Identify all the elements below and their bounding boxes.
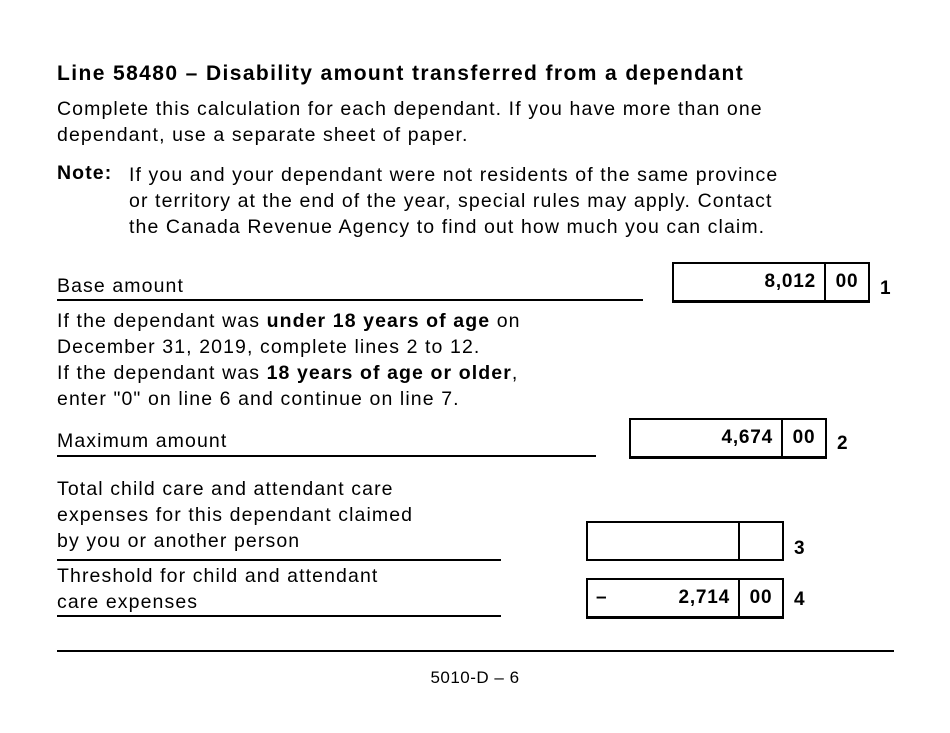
line-2-label: Maximum amount [57, 430, 228, 452]
line-1-amount-field[interactable] [672, 262, 870, 303]
note-line-2: or territory at the end of the year, special rules may apply. Contact [129, 190, 773, 212]
line-4-rule [57, 615, 501, 617]
line-4-label-2: care expenses [57, 591, 199, 613]
line-2-rule [57, 455, 596, 457]
instruction-c-pre: If the dependant was [57, 362, 267, 384]
intro-text [57, 96, 763, 148]
line-1-cents: 00 [824, 264, 868, 300]
line-1-rule [57, 299, 643, 301]
line-2-cents: 00 [781, 420, 825, 456]
section-title: Line 58480 – Disability amount transferred from a dependant [57, 62, 745, 85]
intro-line-1: Complete this calculation for each dependant. If you have more than one [57, 98, 763, 120]
line-4-label-1: Threshold for child and attendant [57, 565, 379, 587]
line-3-dollars [588, 523, 738, 559]
instruction-c-post: , [511, 362, 519, 384]
note-label: Note: [57, 162, 113, 184]
line-3-rule [57, 559, 501, 561]
line-3-cents [738, 523, 782, 559]
line-4-cents: 00 [738, 580, 782, 616]
line-2-dollars: 4,674 [721, 427, 773, 448]
line-3-label-1: Total child care and attendant care [57, 478, 394, 500]
line-3-amount-field[interactable] [586, 521, 784, 561]
line-1-dollars: 8,012 [764, 271, 816, 292]
minus-sign: – [596, 587, 607, 608]
instruction-line-b: December 31, 2019, complete lines 2 to 12. [57, 336, 481, 358]
line-4-dollars: 2,714 [678, 587, 730, 608]
instruction-line-d: enter "0" on line 6 and continue on line 7. [57, 388, 460, 410]
line-3-label-3: by you or another person [57, 530, 301, 552]
instruction-line-a [57, 308, 521, 334]
line-3-label-2: expenses for this dependant claimed [57, 504, 414, 526]
line-4-label [57, 563, 378, 615]
line-3-number: 3 [794, 538, 805, 559]
note-line-3: the Canada Revenue Agency to find out how much you can claim. [129, 216, 766, 238]
note-text [129, 162, 778, 240]
line-4-number: 4 [794, 589, 805, 610]
line-4-amount-field[interactable] [586, 578, 784, 619]
instruction-a-post: on [490, 310, 521, 332]
line-2-amount-field[interactable] [629, 418, 827, 459]
instruction-a-bold: under 18 years of age [266, 310, 491, 332]
line-2-number: 2 [837, 433, 848, 454]
page-footer: 5010-D – 6 [430, 668, 520, 687]
line-1-number: 1 [880, 278, 891, 299]
instruction-line-c [57, 360, 521, 386]
line-3-label [57, 476, 413, 554]
age-instructions [57, 308, 521, 412]
note-line-1: If you and your dependant were not residents of the same province [129, 164, 779, 186]
line-1-label: Base amount [57, 275, 185, 297]
intro-line-2: dependant, use a separate sheet of paper. [57, 124, 469, 146]
instruction-c-bold: 18 years of age or older [266, 362, 512, 384]
instruction-a-pre: If the dependant was [57, 310, 267, 332]
footer-rule [57, 650, 894, 652]
